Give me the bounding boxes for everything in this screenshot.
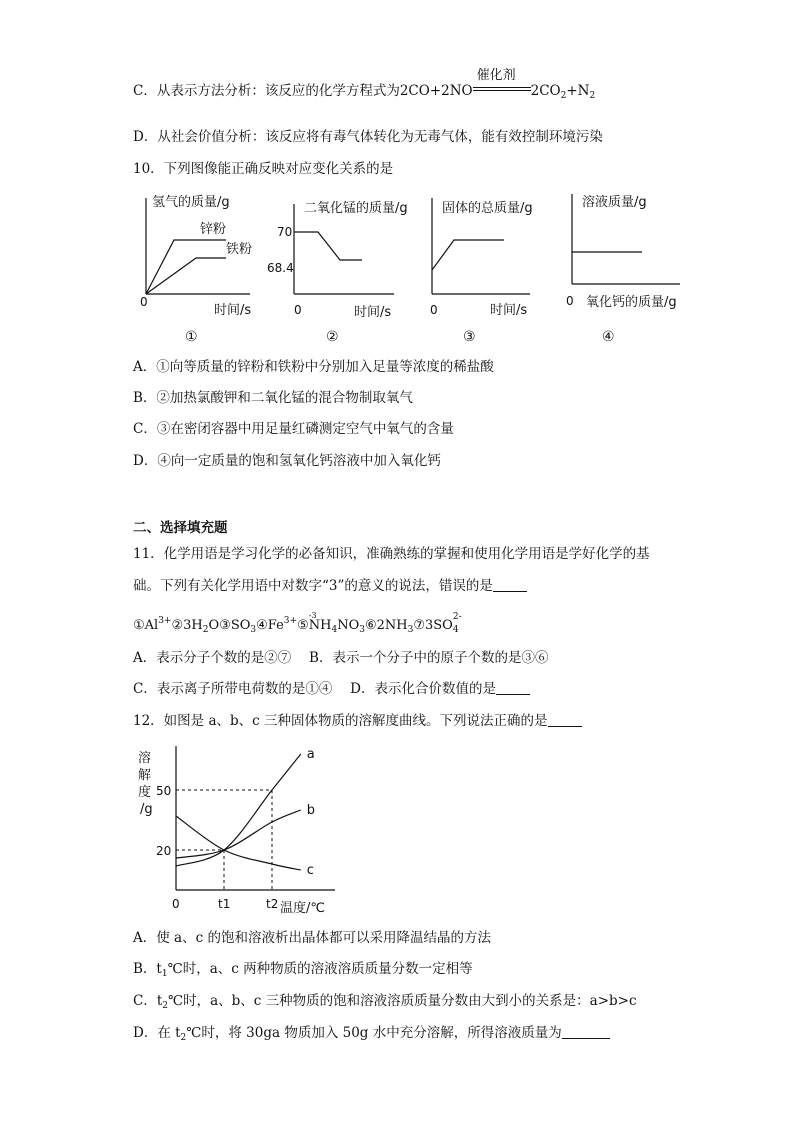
graph-3-origin: 0: [430, 303, 438, 317]
q10-option-c: C．③在密闭容器中用足量红磷测定空气中氧气的含量: [133, 421, 454, 437]
graph-3-index: ③: [463, 329, 476, 345]
q9-option-d: D．从社会价值分析：该反应将有毒气体转化为无毒气体，能有效控制环境污染: [133, 129, 603, 145]
graph-3-line: [432, 240, 504, 270]
chart-x-tick-0: 0: [172, 897, 180, 911]
answer-blank: [562, 1024, 610, 1039]
graph-1: [140, 195, 252, 345]
graph-4-index: ④: [602, 329, 615, 345]
graph-4-ylabel: 溶液质量/g: [582, 195, 647, 210]
graph-4-xlabel: 氧化钙的质量/g: [586, 295, 677, 310]
q10-stem: 10．下列图像能正确反映对应变化关系的是: [133, 161, 394, 177]
chart-ylabel-char-2: 解: [138, 768, 152, 783]
q10-option-d: D．④向一定质量的饱和氢氧化钙溶液中加入氧化钙: [133, 453, 441, 469]
q11-options-ab: A．表示分子个数的是②⑦ B．表示一个分子中的原子个数的是③⑥: [133, 650, 549, 666]
graph-1-iron-label: 铁粉: [226, 242, 253, 257]
q9-option-c: C．从表示方法分析：该反应的化学方程式为2CO+2NO 催化剂 $2CO_2+N_2$: [133, 68, 596, 101]
graph-2-xlabel: 时间/s: [354, 305, 392, 320]
section-2-title: 二、选择填充题: [133, 520, 228, 536]
graph-1-index: ①: [185, 329, 198, 345]
answer-blank: [496, 680, 530, 695]
graph-2-tick-70: 70: [277, 225, 293, 239]
q12-option-d: D．在 $t_2℃$时，将 30ga 物质加入 50g 水中充分溶解，所得溶液质量为: [133, 1024, 610, 1047]
catalyst-label: 催化剂: [476, 68, 516, 83]
graph-3: [430, 198, 533, 345]
graph-2-line: [294, 232, 362, 260]
chart-marks: [156, 747, 315, 911]
graph-2-origin: 0: [294, 303, 302, 317]
chart-ylabel-char-4: /g: [140, 802, 153, 817]
graph-3-ylabel: 固体的总质量/g: [442, 201, 533, 216]
graph-1-xlabel: 时间/s: [214, 303, 252, 318]
graph-2-index: ②: [326, 329, 339, 345]
curve-label-a: a: [306, 747, 315, 762]
chart-y-tick-20: 20: [156, 844, 172, 858]
graph-2-tick-68-4: 68.4: [267, 261, 294, 275]
graph-2-ylabel: 二氧化锰的质量/g: [304, 201, 408, 216]
q12-option-c: C．$t_2℃$时，a、b、c 三种物质的饱和溶液溶质质量分数由大到小的关系是：a>b>c: [133, 993, 637, 1011]
q12-option-b: B．$t_1℃$时，a、c 两种物质的溶液溶质质量分数一定相等: [133, 961, 473, 979]
answer-blank: [548, 712, 582, 727]
chart-y-tick-50: 50: [156, 784, 172, 798]
q11-options-cd: C．表示离子所带电荷数的是①④ D．表示化合价数值的是: [133, 680, 530, 698]
chart-x-tick-t2: t2: [266, 897, 279, 911]
q12-option-a: A．使 a、c 的饱和溶液析出晶体都可以采用降温结晶的方法: [133, 930, 491, 946]
q11-stem-line2: 础。下列有关化学用语中对数字“3”的意义的说法，错误的是: [133, 577, 527, 595]
q11-stem-line1: 11．化学用语是学习化学的必备知识，准确熟练的掌握和使用化学用语是学好化学的基: [133, 546, 650, 562]
q10-option-a: A．①向等质量的锌粉和铁粉中分别加入足量等浓度的稀盐酸: [133, 359, 494, 375]
graph-1-ylabel: 氢气的质量/g: [152, 195, 230, 210]
solubility-chart: [130, 740, 340, 920]
curve-label-b: b: [306, 803, 316, 818]
graph-4: [566, 194, 680, 345]
graph-3-xlabel: 时间/s: [490, 303, 528, 318]
chart-x-tick-t1: t1: [218, 897, 231, 911]
graph-4-origin: 0: [566, 294, 574, 308]
chart-ylabel-char-1: 溶: [138, 751, 152, 766]
graph-1-iron-line: [146, 258, 226, 294]
catalyst-arrow: [473, 68, 531, 100]
chart-ylabel-char-3: 度: [138, 785, 152, 800]
answer-blank: [493, 577, 527, 592]
graph-1-zinc-label: 锌粉: [200, 222, 227, 237]
curve-a: [176, 754, 301, 866]
q12-stem: 12．如图是 a、b、c 三种固体物质的溶解度曲线。下列说法正确的是: [133, 712, 582, 730]
chart-xlabel: 温度/℃: [280, 901, 325, 916]
graph-1-origin: 0: [140, 295, 148, 309]
q11-items: $①Al^{3+}②3H_2O③SO_3④Fe^{3+}⑤$ -3 $NH_4NO_3⑥2NH_3⑦3SO$ 2- $_4$: [133, 611, 462, 635]
q10-option-b: B．②加热氯酸钾和二氧化锰的混合物制取氧气: [133, 390, 413, 406]
q10-graphs: [130, 190, 690, 350]
graph-2: [267, 201, 408, 345]
curve-label-c: c: [306, 863, 314, 878]
